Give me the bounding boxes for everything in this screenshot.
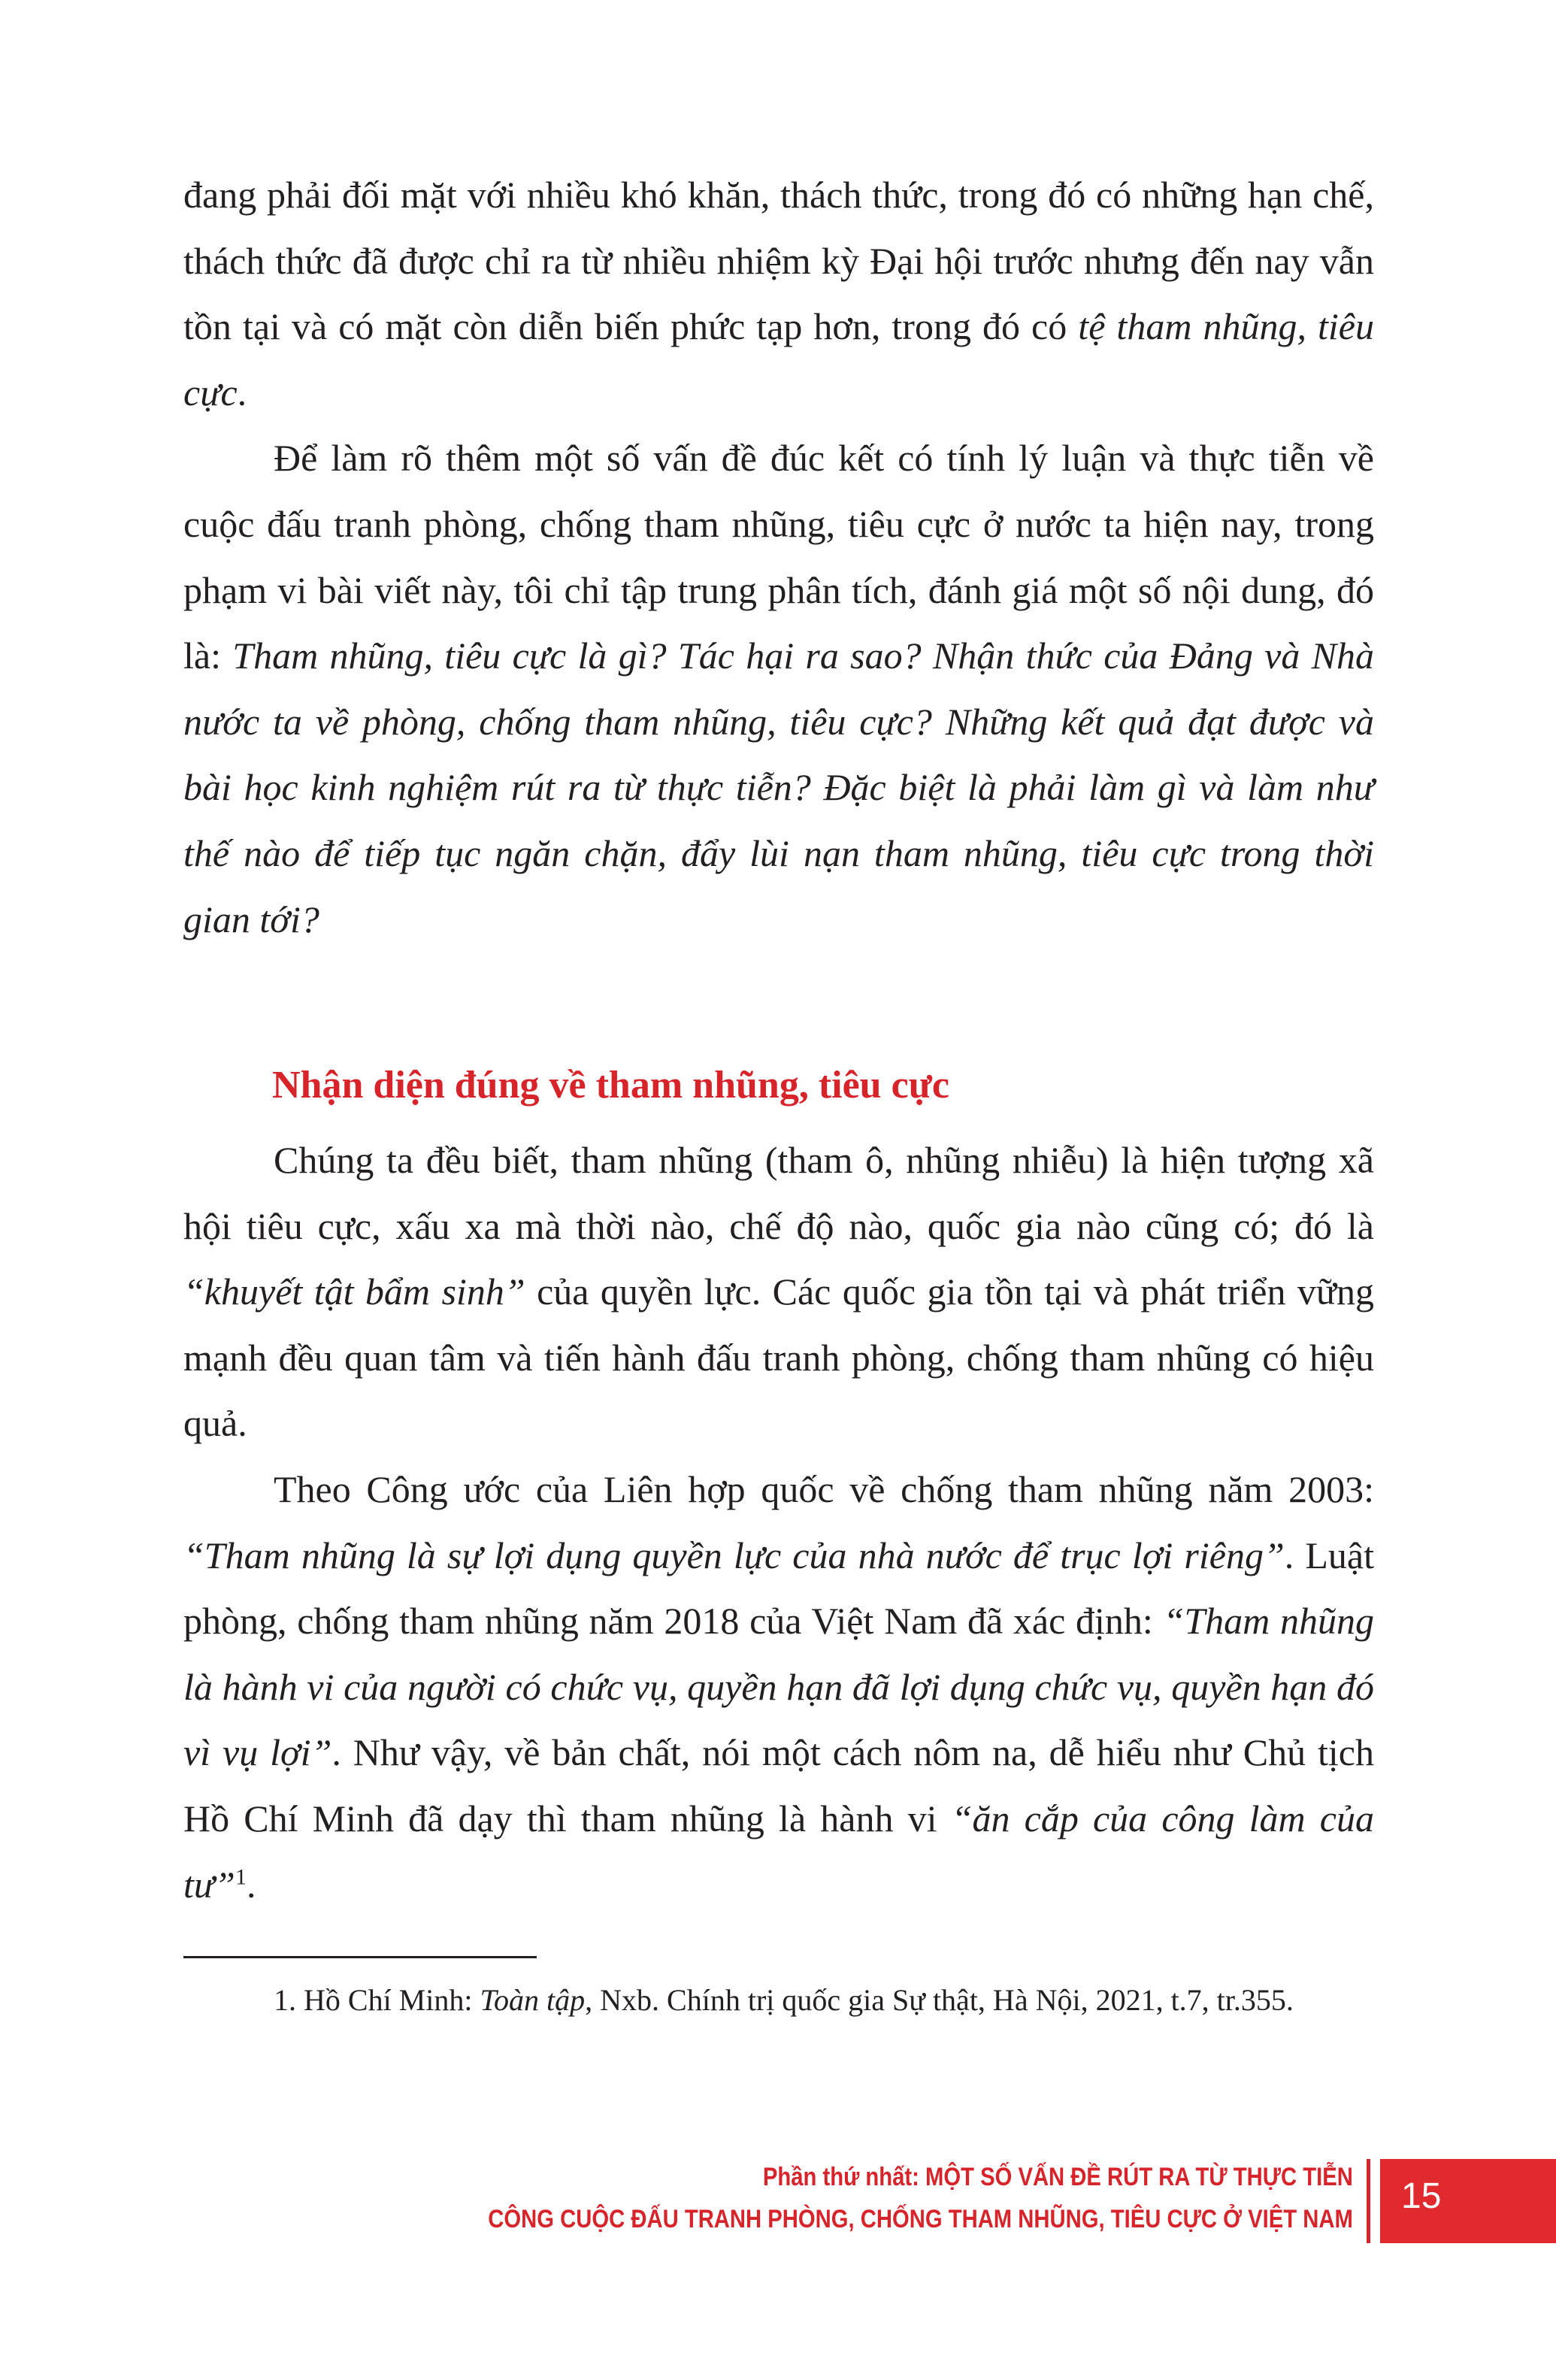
footnote-text: [183, 1974, 1374, 2027]
italic-text: tệ tham nhũng, tiêu cực: [183, 305, 1374, 413]
italic-text: “Tham nhũng là hành vi của người có chức vụ, quyền hạn đã lợi dụng chức vụ, quyền hạn đó vì vụ lợi”: [183, 1600, 1374, 1774]
page-number: 15: [1401, 2176, 1442, 2216]
paragraph: [183, 1457, 1374, 1918]
text-run: , Nxb. Chính trị quốc gia Sự thật, Hà Nội, 2021, t.7, tr.355.: [585, 1983, 1294, 2017]
text-run: đang phải đối mặt với nhiều khó khăn, thách thức, trong đó có những hạn chế, thách thức đã được chỉ ra từ nhiều nhiệm kỳ Đại hội trước nhưng đến nay vẫn tồn tại và có mặt còn diễn biến phức tạp hơn, trong đó có: [183, 174, 1374, 348]
text-run: . Luật phòng, chống tham nhũng năm 2018 của Việt Nam đã xác định:: [183, 1534, 1374, 1643]
body-text-bottom: [183, 1128, 1374, 1918]
italic-text: “ăn cắp của công làm của tư”: [183, 1797, 1375, 1906]
running-footer-line-2: CÔNG CUỘC ĐẤU TRANH PHÒNG, CHỐNG THAM NHŨNG, TIÊU CỰC Ở VIỆT NAM: [488, 2205, 1353, 2233]
text-run: Để làm rõ thêm một số vấn đề đúc kết có tính lý luận và thực tiễn về cuộc đấu tranh phòng, chống tham nhũng, tiêu cực ở nước ta hiện nay, trong phạm vi bài viết này, tôi chỉ tập trung phân tích, đánh giá một số nội dung, đó là:: [183, 437, 1374, 677]
text-run: . Như vậy, về bản chất, nói một cách nôm na, dễ hiểu như Chủ tịch Hồ Chí Minh đã dạy thì tham nhũng là hành vi: [183, 1731, 1374, 1840]
italic-text: Tham nhũng, tiêu cực là gì? Tác hại ra sao? Nhận thức của Đảng và Nhà nước ta về phòng, chống tham nhũng, tiêu cực? Những kết quả đạt được và bài học kinh nghiệm rút ra từ thực tiễn? Đặc biệt là phải làm gì và làm như thế nào để tiếp tục ngăn chặn, đẩy lùi nạn tham nhũng, tiêu cực trong thời gian tới?: [183, 634, 1374, 940]
text-run: .: [246, 1863, 256, 1906]
section-heading: Nhận diện đúng về tham nhũng, tiêu cực: [272, 1064, 949, 1107]
footnote-ref: 1: [235, 1864, 247, 1889]
paragraph: [183, 162, 1374, 425]
footnote-divider: [183, 1956, 537, 1958]
text-run: 1. Hồ Chí Minh:: [274, 1983, 480, 2017]
italic-text: “khuyết tật bẩm sinh”: [183, 1270, 525, 1313]
italic-text: “Tham nhũng là sự lợi dụng quyền lực của nhà nước để trục lợi riêng”: [183, 1534, 1285, 1576]
footer-divider: [1367, 2159, 1370, 2243]
running-footer-line-1: Phần thứ nhất: MỘT SỐ VẤN ĐỀ RÚT RA TỪ THỰC TIỄN: [763, 2163, 1353, 2191]
text-run: Theo Công ước của Liên hợp quốc về chống tham nhũng năm 2003:: [274, 1467, 1374, 1510]
paragraph: [183, 1128, 1374, 1457]
text-run: của quyền lực. Các quốc gia tồn tại và phát triển vững mạnh đều quan tâm và tiến hành đấu tranh phòng, chống tham nhũng có hiệu quả.: [183, 1270, 1375, 1445]
page-number-box: [1380, 2159, 1556, 2243]
italic-text: Toàn tập: [480, 1983, 586, 2017]
text-run: Chúng ta đều biết, tham nhũng (tham ô, nhũng nhiễu) là hiện tượng xã hội tiêu cực, xấu xa mà thời nào, chế độ nào, quốc gia nào cũng có; đó là: [183, 1139, 1374, 1247]
body-text-top: [183, 162, 1374, 952]
footnote: [183, 1974, 1374, 2027]
running-footer: [488, 2156, 1353, 2240]
paragraph: [183, 425, 1374, 952]
text-run: .: [237, 371, 247, 413]
